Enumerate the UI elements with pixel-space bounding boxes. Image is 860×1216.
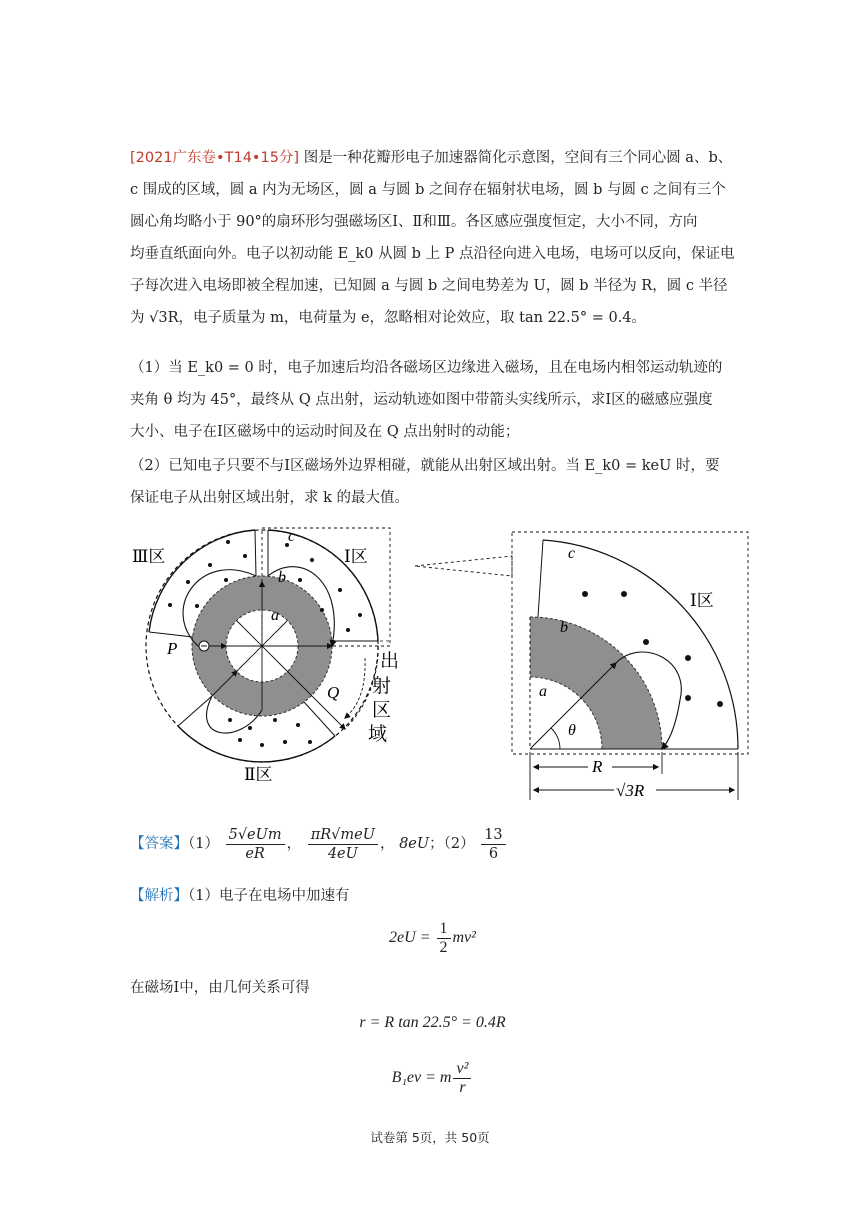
right-label-a: a <box>539 683 547 700</box>
label-exit-3: 区 <box>372 700 392 721</box>
label-region2: Ⅱ区 <box>244 765 273 784</box>
field-dots-2 <box>228 718 312 747</box>
right-label-region1: Ⅰ区 <box>690 591 714 610</box>
label-q: Q <box>327 683 340 702</box>
answer-k-fraction <box>481 826 505 863</box>
right-theta-arc <box>551 728 560 749</box>
accelerator-figure <box>0 520 860 810</box>
label-exit-4: 域 <box>368 724 388 745</box>
b-den: eR <box>245 845 265 862</box>
page-footer: 试卷第 5页，共 50页 <box>370 1130 490 1145</box>
k-num: 13 <box>481 826 505 845</box>
eq1-fraction <box>437 920 451 957</box>
t-num: πR√meU <box>308 826 378 845</box>
exit-arrow-arc <box>345 658 365 718</box>
analysis-intro-text: （1）电子在电场中加速有 <box>188 888 350 904</box>
stem-line-2: c 围成的区域，圆 a 内为无场区，圆 a 与圆 b 之间存在辐射状电场，圆 b 与圆 c 之间有三个 <box>130 182 726 198</box>
eq1-right: mv² <box>452 929 476 947</box>
question-2 <box>130 450 735 514</box>
label-a: a <box>271 607 279 624</box>
dim-sqrt3r-label: √3R <box>616 781 645 800</box>
equation-3 <box>130 1060 735 1097</box>
edge-3b <box>255 530 256 576</box>
label-c: c <box>288 528 296 545</box>
sector-2-arc <box>178 726 335 762</box>
eq1-left: 2eU = <box>389 929 435 947</box>
stem-line-3: 圆心角均略小于 90°的扇环形匀强磁场区Ⅰ、Ⅱ和Ⅲ。各区感应强度恒定，大小不同，方向 <box>130 214 698 230</box>
zoom-pointer <box>415 556 512 576</box>
answer-part2: ；（2） <box>429 836 475 852</box>
eq3-fraction <box>453 1060 471 1097</box>
answer-t-fraction <box>308 826 378 863</box>
eq3-left: B₁ev = m <box>391 1069 452 1087</box>
answer-b-fraction <box>226 826 285 863</box>
dim-r-label: R <box>592 757 603 776</box>
question-1 <box>130 352 735 448</box>
stem-line-6: 为 √3R，电子质量为 m，电荷量为 e，忽略相对论效应，取 tan 22.5° = 0.4。 <box>130 310 647 326</box>
eq3-den: r <box>459 1079 466 1096</box>
label-region1: Ⅰ区 <box>344 547 368 566</box>
right-label-c: c <box>568 545 576 562</box>
q1-line-2: 夹角 θ 均为 45°，最终从 Q 点出射，运动轨迹如图中带箭头实线所示，求Ⅰ区的磁感应强度 <box>130 392 713 408</box>
right-edge-left <box>538 540 543 617</box>
edge-2b <box>304 702 335 736</box>
answer-label: 【答案】 <box>130 836 188 852</box>
eq1-num: 1 <box>437 920 451 939</box>
k-den: 6 <box>488 845 499 862</box>
stem-line-5: 子每次进入电场即被全程加速，已知圆 a 与圆 b 之间电势差为 U，圆 b 半径为 R，圆 c 半径 <box>130 278 728 294</box>
right-label-theta: θ <box>568 722 576 739</box>
source-label: [2021广东卷•T14•15分] <box>130 150 300 166</box>
answer-part1: （1） <box>188 836 219 852</box>
q1-line-3: 大小、电子在Ⅰ区磁场中的运动时间及在 Q 点出射时的动能； <box>130 424 520 440</box>
eq3-num: v² <box>453 1060 471 1079</box>
label-exit-2: 射 <box>372 676 392 697</box>
equation-1 <box>130 920 735 957</box>
label-p: P <box>167 639 178 658</box>
t-den: 4eU <box>327 845 358 862</box>
analysis-text-2: 在磁场Ⅰ中，由几何关系可得 <box>130 980 310 996</box>
analysis-intro <box>130 880 735 912</box>
right-label-b: b <box>560 619 568 636</box>
right-diagram <box>512 532 748 800</box>
answer-line: 【答案】（1） $\frac{\text{5√eUm}}{eR}$ ， $\frac{\text{πR√meU}}{4eU}$ ， 8eU；（2） $\frac{13}{6}$ <box>130 822 735 866</box>
analysis-label: 【解析】 <box>130 888 188 904</box>
q2-line-2: 保证电子从出射区域出射，求 k 的最大值。 <box>130 490 410 506</box>
q2-line-1: （2）已知电子只要不与Ⅰ区磁场外边界相碰，就能从出射区域出射。当 E_k0 = keU 时，要 <box>130 458 720 474</box>
eq1-den: 2 <box>439 939 448 956</box>
answer-ek: 8eU <box>399 836 430 852</box>
equation-2: r = R tan 22.5° = 0.4R <box>359 1014 506 1031</box>
edge-3a <box>149 632 193 637</box>
b-num: 5√eUm <box>226 826 285 845</box>
stem-line-4: 均垂直纸面向外。电子以初动能 E_k0 从圆 b 上 P 点沿径向进入电场，电场可以反向，保证电 <box>130 246 735 262</box>
q1-line-1: （1）当 E_k0 = 0 时，电子加速后均沿各磁场区边缘进入磁场，且在电场内相邻运动轨迹的 <box>130 360 723 376</box>
label-b: b <box>278 569 286 586</box>
label-region3: Ⅲ区 <box>132 547 166 566</box>
problem-stem <box>130 142 735 334</box>
left-diagram <box>132 528 512 784</box>
label-exit-1: 出 <box>380 651 400 672</box>
stem-line-1: [2021广东卷•T14•15分] 图是一种花瓣形电子加速器简化示意图，空间有三个同心圆 a、b、 <box>130 150 733 166</box>
